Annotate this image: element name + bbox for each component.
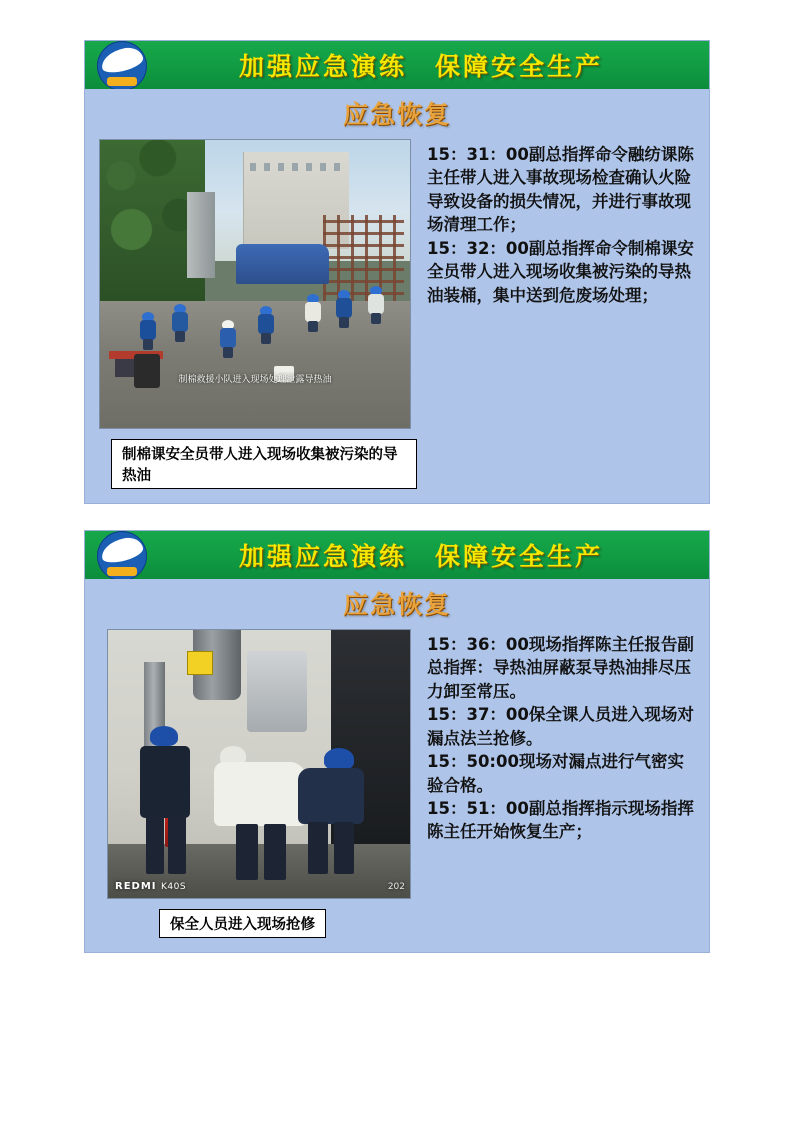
logo-mark-icon (97, 41, 147, 89)
slide-1-photo-overlay-caption: 制棉救援小队进入现场处理泄露导热油 (178, 374, 332, 385)
photo1-worker-7 (368, 286, 384, 324)
slide-1-media-column (99, 139, 417, 489)
slide-1-subtitle: 应急恢复 (342, 100, 451, 129)
slide-2-caption: 保全人员进入现场抢修 (159, 909, 326, 938)
slide-2-media-column (99, 629, 417, 938)
slide-2-body-line-2: 15：37：00保全课人员进入现场对漏点法兰抢修。 (427, 705, 694, 748)
slide-2-subtitle: 应急恢复 (342, 590, 451, 619)
slide-1-body-line-1: 15：31：00副总指挥命令融纺课陈主任带人进入事故现场检查确认火险导致设备的损失情况，并进行事故现场清理工作； (427, 145, 694, 235)
slide-2-content (85, 625, 709, 938)
slide-2-body-line-1: 15：36：00现场指挥陈主任报告副总指挥：导热油屏蔽泵导热油排尽压力卸至常压。 (427, 635, 694, 701)
photo1-worker-4 (258, 306, 274, 344)
slide-1-photo (99, 139, 411, 429)
photo2-worker-left (134, 726, 196, 876)
photo2-worker-right (294, 748, 370, 878)
logo-mark-icon (97, 531, 147, 579)
slide-1-banner-title: 加强应急演练 保障安全生产 (238, 52, 603, 81)
slide-2 (84, 530, 710, 953)
slide-1-banner (85, 41, 709, 89)
photo1-worker-1 (140, 312, 156, 350)
slide-2-text-column (417, 629, 695, 844)
photo1-tower (187, 192, 215, 278)
slide-2-body-line-3: 15：50:00现场对漏点进行气密实验合格。 (427, 752, 684, 795)
company-logo (91, 41, 153, 89)
slide-1-content (85, 135, 709, 489)
photo2-warning-sign (187, 651, 213, 675)
slide-1-body-line-2: 15：32：00副总指挥命令制棉课安全员带人进入现场收集被污染的导热油装桶，集中送到危废场处理； (427, 238, 694, 305)
photo1-worker-5 (305, 294, 321, 332)
slide-2-body-line-4: 15：51：00副总指挥指示现场指挥陈主任开始恢复生产； (427, 798, 694, 842)
slide-2-photo-timestamp: 202 (387, 882, 405, 892)
slide-2-photo (107, 629, 411, 899)
photo2-tank (247, 651, 307, 731)
company-logo (91, 531, 153, 579)
watermark-model: K40S (161, 882, 187, 892)
photo1-blue-tarp (236, 244, 329, 284)
slide-2-banner (85, 531, 709, 579)
slide-1 (84, 40, 710, 504)
photo1-worker-2 (172, 304, 188, 342)
slide-2-banner-title: 加强应急演练 保障安全生产 (238, 542, 603, 571)
slide-1-caption: 制棉课安全员带人进入现场收集被污染的导热油 (111, 439, 417, 489)
photo1-worker-6 (336, 290, 352, 328)
slide-2-photo-watermark (115, 881, 186, 892)
slide-1-text-column (417, 139, 695, 307)
watermark-brand: REDMI (115, 881, 157, 892)
photo1-worker-3 (220, 320, 236, 358)
